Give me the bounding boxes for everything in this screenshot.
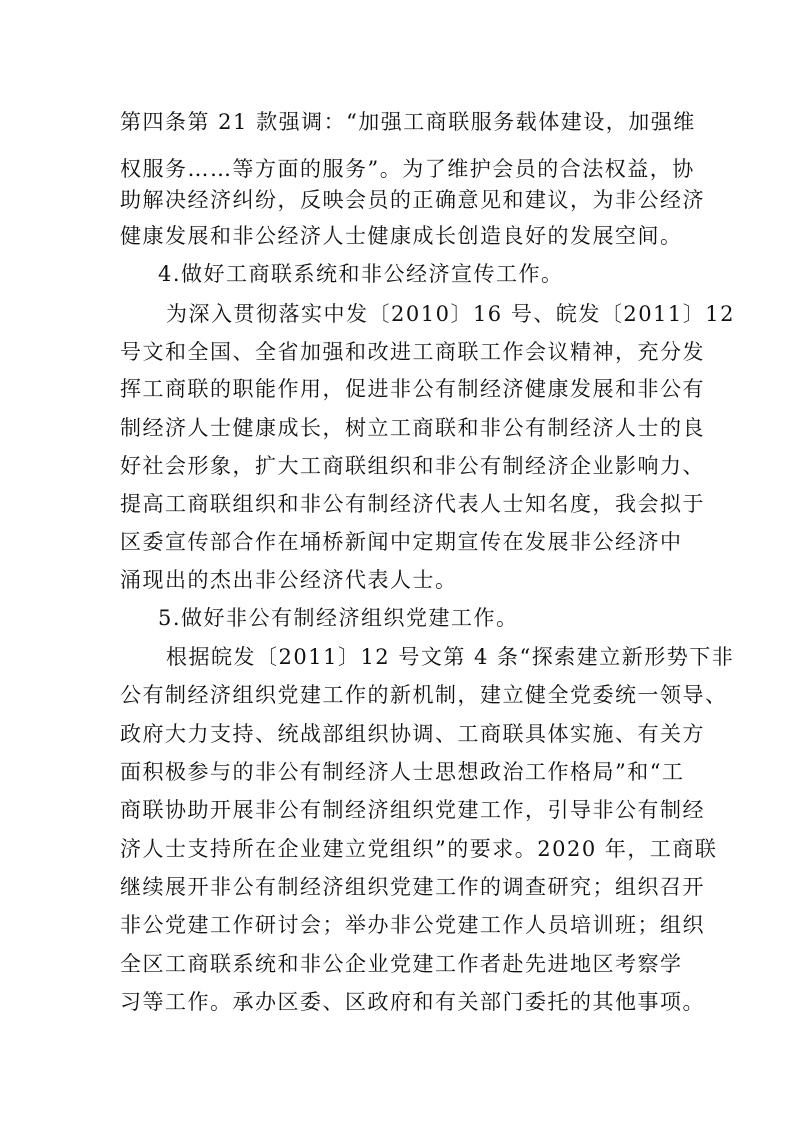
text-line: 根据皖发〔2011〕12 号文第 4 条“探索建立新形势下非 (166, 645, 735, 669)
text-line: 好社会形象，扩大工商联组织和非公有制经济企业影响力、 (120, 454, 705, 478)
text-line: 制经济人士健康成长，树立工商联和非公有制经济人士的良 (120, 416, 705, 440)
text-line: 商联协助开展非公有制经济组织党建工作，引导非公有制经 (120, 798, 705, 822)
text-line: 权服务……等方面的服务”。为了维护会员的合法权益，协 (120, 157, 695, 181)
text-line: 政府大力支持、统战部组织协调、工商联具体实施、有关方 (120, 722, 705, 746)
section-heading: 5.做好非公有制经济组织党建工作。 (158, 606, 519, 630)
text-line: 继续展开非公有制经济组织党建工作的调查研究；组织召开 (120, 875, 705, 899)
text-line: 健康发展和非公经济人士健康成长创造良好的发展空间。 (120, 224, 683, 248)
text-line: 非公党建工作研讨会；举办非公党建工作人员培训班；组织 (120, 913, 705, 937)
text-line: 助解决经济纠纷，反映会员的正确意见和建议，为非公经济 (120, 188, 705, 212)
text-line: 面积极参与的非公有制经济人士思想政治工作格局”和“工 (120, 760, 685, 784)
text-line: 全区工商联系统和非公企业党建工作者赴先进地区考察学 (120, 952, 683, 976)
text-line: 公有制经济组织党建工作的新机制，建立健全党委统一领导、 (120, 683, 728, 707)
text-line: 提高工商联组织和非公有制经济代表人士知名度，我会拟于 (120, 492, 705, 516)
text-line: 济人士支持所在企业建立党组织”的要求。2020 年，工商联 (120, 837, 718, 861)
section-heading: 4.做好工商联系统和非公经济宣传工作。 (158, 262, 564, 286)
text-line: 第四条第 21 款强调：“加强工商联服务载体建设，加强维 (120, 110, 696, 134)
text-line: 习等工作。承办区委、区政府和有关部门委托的其他事项。 (120, 990, 705, 1014)
text-line: 挥工商联的职能作用，促进非公有制经济健康发展和非公有 (120, 377, 705, 401)
text-line: 涌现出的杰出非公经济代表人士。 (120, 568, 458, 592)
text-line: 为深入贯彻落实中发〔2010〕16 号、皖发〔2011〕12 (166, 302, 736, 326)
text-line: 区委宣传部合作在埇桥新闻中定期宣传在发展非公经济中 (120, 530, 683, 554)
text-line: 号文和全国、全省加强和改进工商联工作会议精神，充分发 (120, 340, 705, 364)
